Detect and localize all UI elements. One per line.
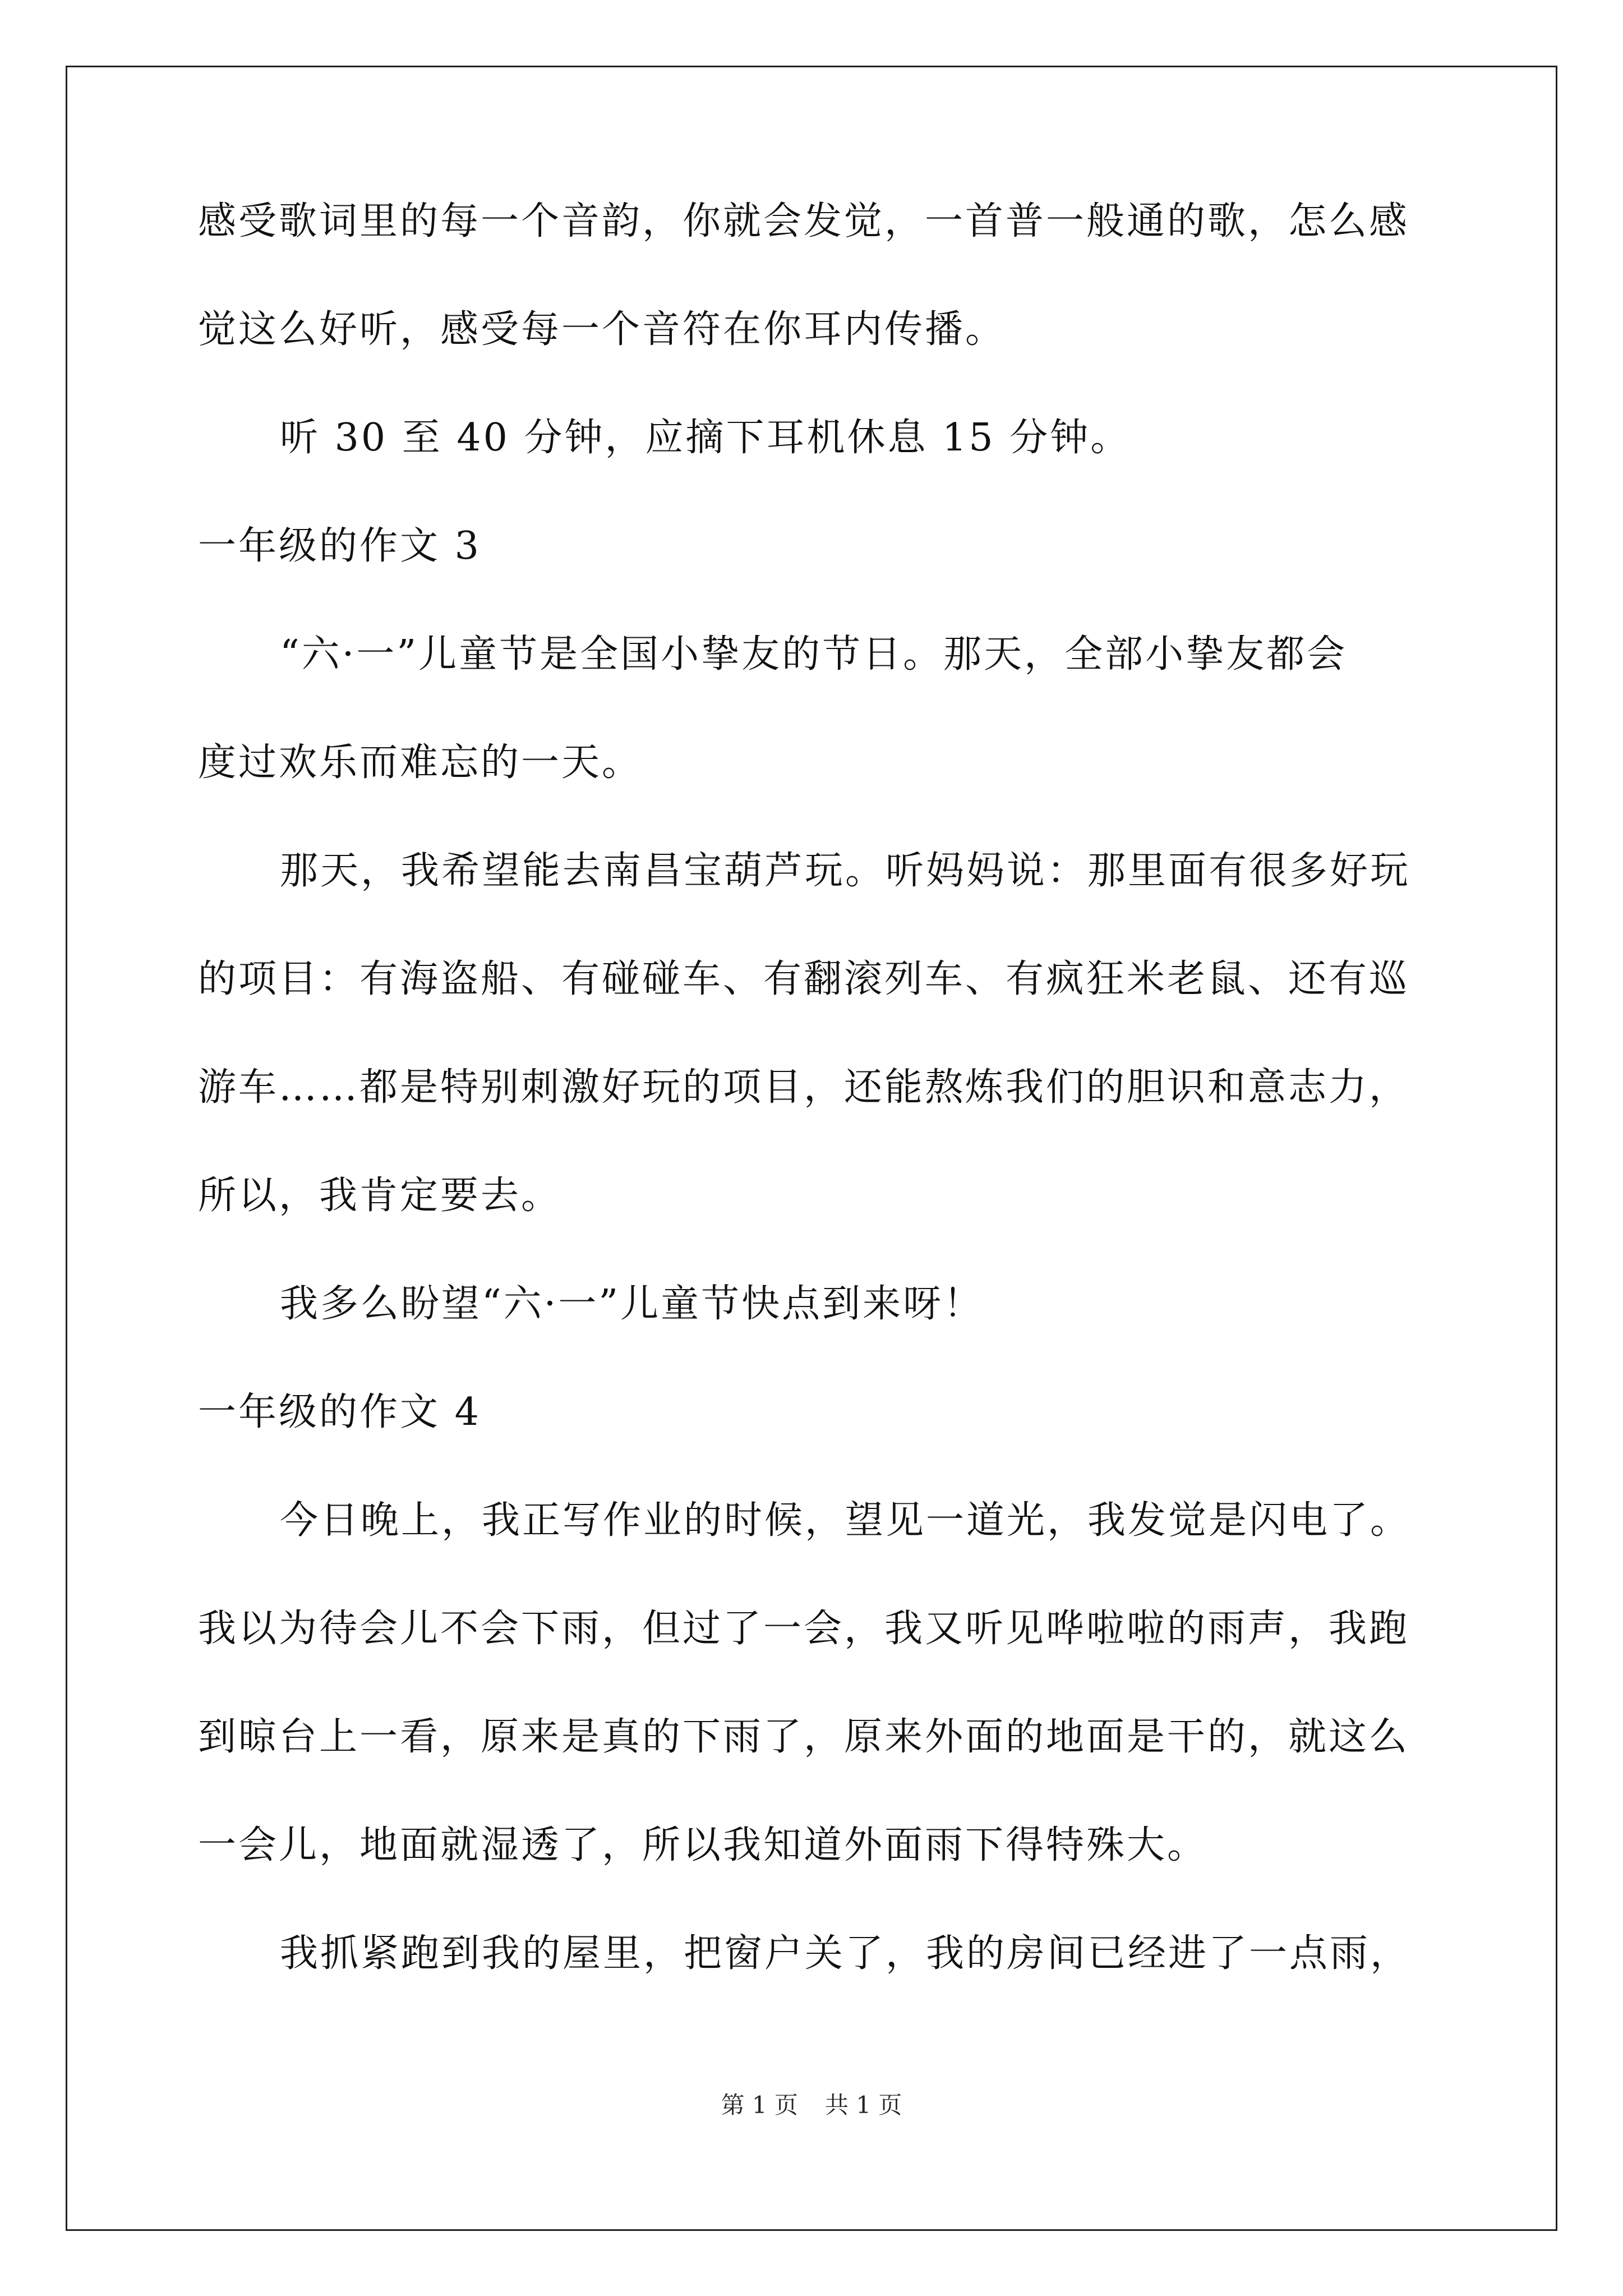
paragraph-line: 那天，我希望能去南昌宝葫芦玩。听妈妈说：那里面有很多好玩: [280, 849, 1411, 893]
page-number: 第 1 页: [721, 2091, 798, 2119]
paragraph-line: 我多么盼望“六·一”儿童节快点到来呀！: [280, 1282, 984, 1326]
paragraph-line: 感受歌词里的每一个音韵，你就会发觉，一首普一般通的歌，怎么感: [198, 199, 1410, 243]
paragraph-line: 今日晚上，我正写作业的时候，望见一道光，我发觉是闪电了。: [280, 1498, 1411, 1543]
section-heading: 一年级的作文 3: [198, 524, 481, 568]
paragraph-line: 游车……都是特别刺激好玩的项目，还能熬炼我们的胆识和意志力，: [198, 1065, 1410, 1110]
paragraph-line: 听 30 至 40 分钟，应摘下耳机休息 15 分钟。: [280, 416, 1131, 460]
paragraph-line: “六·一”儿童节是全国小挚友的节日。那天，全部小挚友都会: [280, 632, 1348, 677]
paragraph-line: 的项目：有海盗船、有碰碰车、有翻滚列车、有疯狂米老鼠、还有巡: [198, 957, 1410, 1001]
paragraph-line: 所以，我肯定要去。: [198, 1174, 562, 1218]
document-body: [198, 196, 1432, 1979]
paragraph-line: 我抓紧跑到我的屋里，把窗户关了，我的房间已经进了一点雨，: [280, 1931, 1411, 1976]
paragraph-line: 一会儿，地面就湿透了，所以我知道外面雨下得特殊大。: [198, 1823, 1208, 1867]
page-total: 共 1 页: [825, 2091, 902, 2119]
page-footer: [0, 2091, 1623, 2119]
paragraph-line: 我以为待会儿不会下雨，但过了一会，我又听见哗啦啦的雨声，我跑: [198, 1607, 1410, 1651]
paragraph-line: 度过欢乐而难忘的一天。: [198, 740, 643, 785]
paragraph-line: 觉这么好听，感受每一个音符在你耳内传播。: [198, 307, 1006, 352]
section-heading: 一年级的作文 4: [198, 1390, 481, 1434]
paragraph-line: 到晾台上一看，原来是真的下雨了，原来外面的地面是干的，就这么: [198, 1715, 1410, 1759]
